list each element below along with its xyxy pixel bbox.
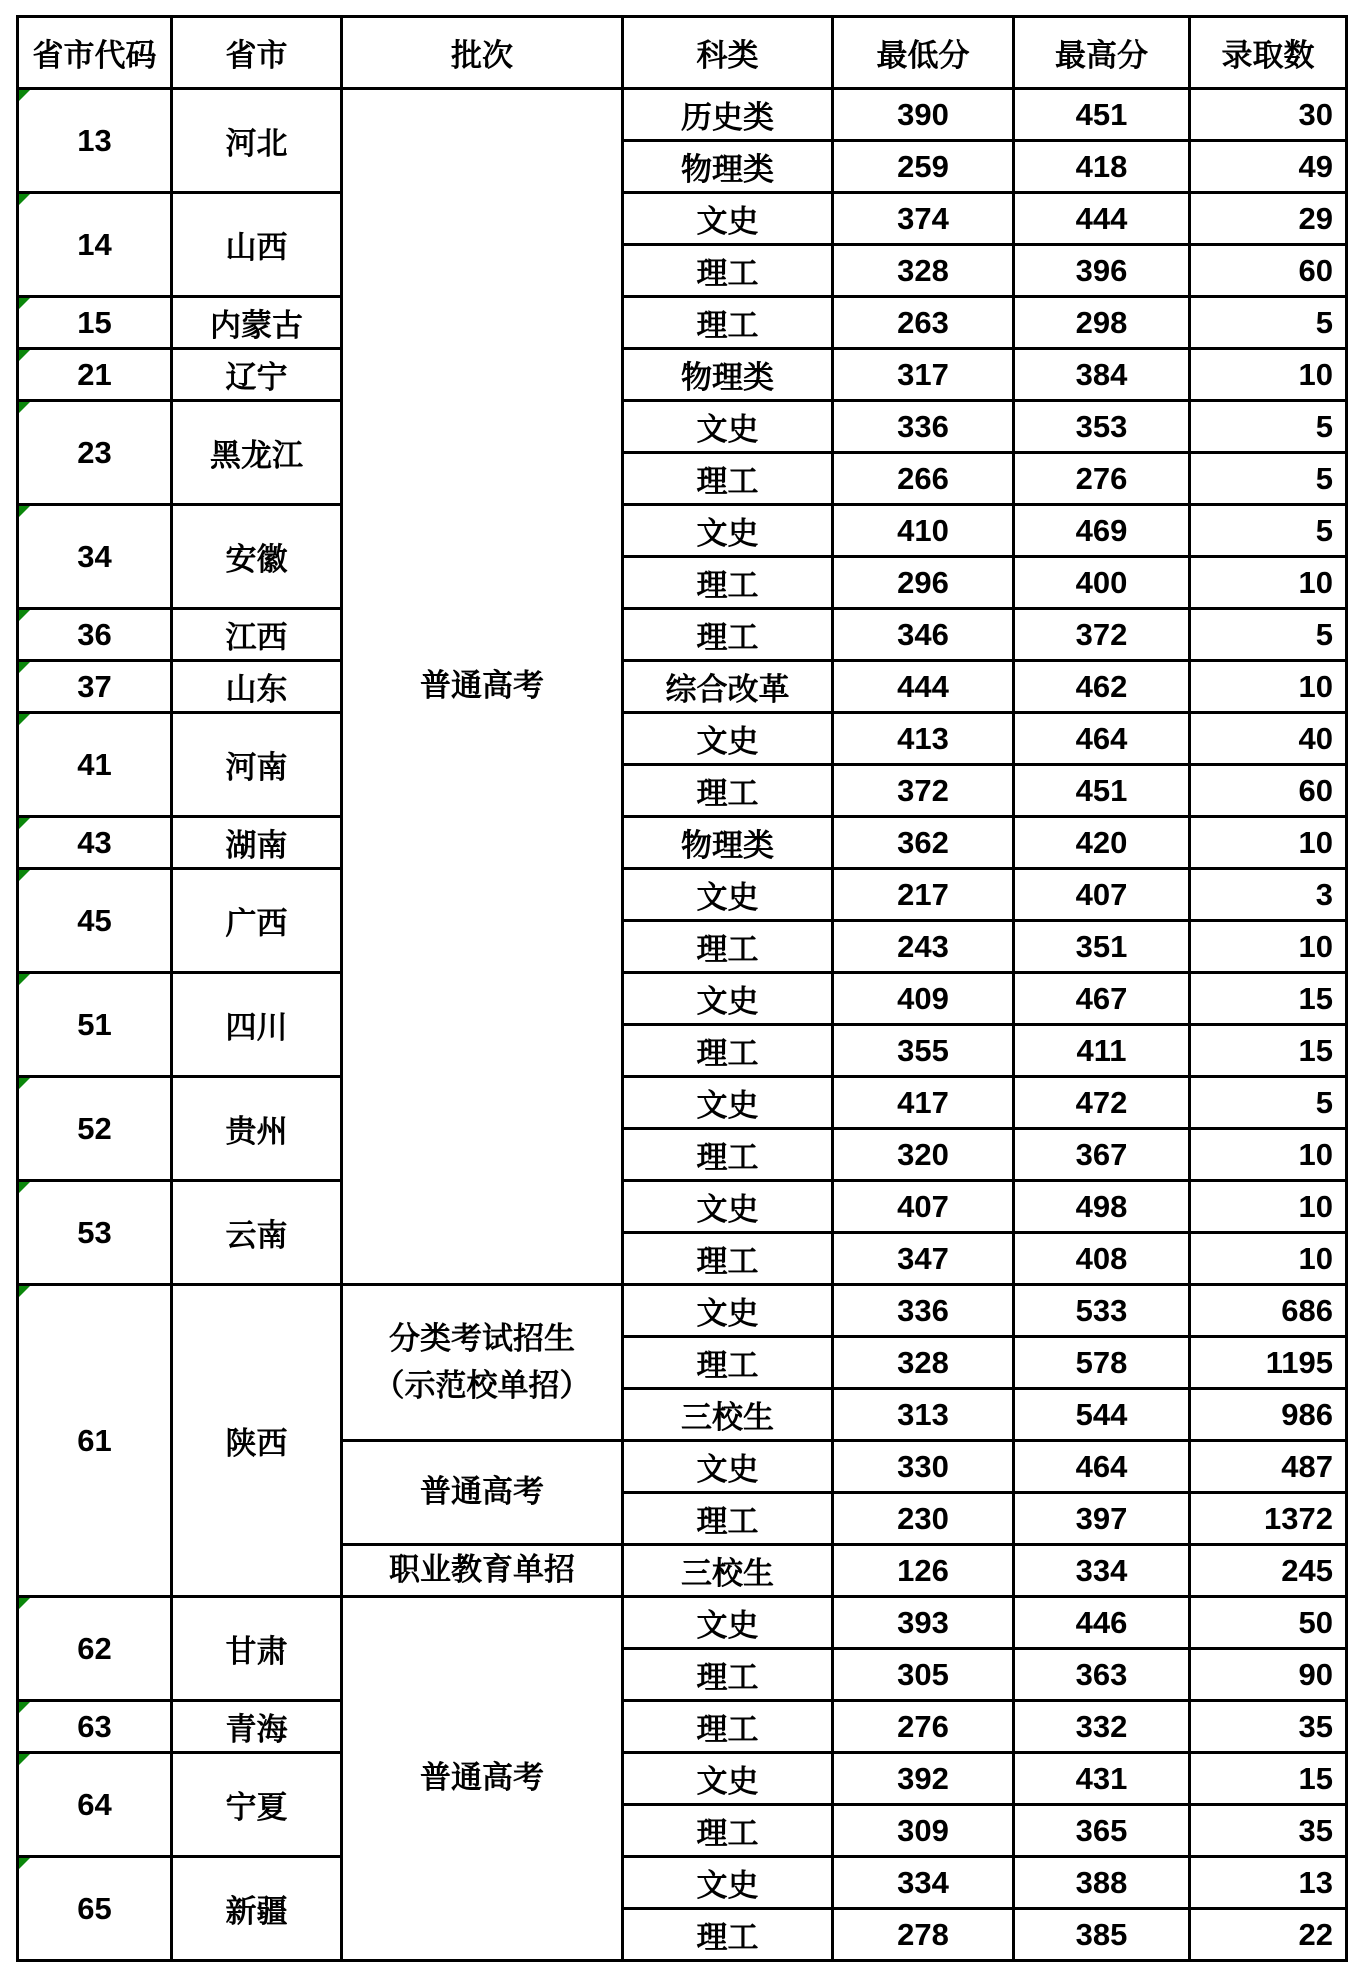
category-cell: 文史: [623, 1753, 833, 1805]
province-code-cell: [18, 661, 172, 713]
table-row: [18, 1857, 1347, 1909]
admit-count-cell: 487: [1190, 1441, 1347, 1493]
category-cell: 文史: [623, 713, 833, 765]
green-corner-marker: [19, 1754, 30, 1765]
province-name-cell: 河北: [172, 89, 342, 193]
batch-label-line: 普通高考: [420, 668, 544, 704]
province-code-cell: [18, 89, 172, 193]
category-cell: 理工: [623, 557, 833, 609]
category-cell: 文史: [623, 1077, 833, 1129]
max-score-cell: 384: [1014, 349, 1190, 401]
category-cell: 文史: [623, 401, 833, 453]
province-name-cell: 江西: [172, 609, 342, 661]
admit-count-cell: 986: [1190, 1389, 1347, 1441]
category-cell: 理工: [623, 921, 833, 973]
max-score-cell: 451: [1014, 89, 1190, 141]
admit-count-cell: 10: [1190, 1129, 1347, 1181]
max-score-cell: 451: [1014, 765, 1190, 817]
category-cell: 综合改革: [623, 661, 833, 713]
category-cell: 理工: [623, 1493, 833, 1545]
admit-count-cell: 5: [1190, 401, 1347, 453]
province-name-cell: 广西: [172, 869, 342, 973]
province-code: 63: [77, 1708, 112, 1744]
min-score-cell: 217: [833, 869, 1014, 921]
min-score-cell: 328: [833, 245, 1014, 297]
table-row: [18, 1753, 1347, 1805]
max-score-cell: 367: [1014, 1129, 1190, 1181]
province-code-cell: [18, 1753, 172, 1857]
max-score-cell: 469: [1014, 505, 1190, 557]
max-score-cell: 363: [1014, 1649, 1190, 1701]
admit-count-cell: 90: [1190, 1649, 1347, 1701]
min-score-cell: 309: [833, 1805, 1014, 1857]
column-header-category: 科类: [623, 17, 833, 89]
admit-count-cell: 35: [1190, 1701, 1347, 1753]
province-code-cell: [18, 505, 172, 609]
max-score-cell: 446: [1014, 1597, 1190, 1649]
min-score-cell: 410: [833, 505, 1014, 557]
green-corner-marker: [19, 1702, 30, 1713]
category-cell: 理工: [623, 1337, 833, 1389]
green-corner-marker: [19, 90, 30, 101]
batch-cell: [342, 1545, 623, 1597]
province-name-cell: 湖南: [172, 817, 342, 869]
min-score-cell: 317: [833, 349, 1014, 401]
green-corner-marker: [19, 1182, 30, 1193]
max-score-cell: 407: [1014, 869, 1190, 921]
admit-count-cell: 686: [1190, 1285, 1347, 1337]
green-corner-marker: [19, 298, 30, 309]
table-row: [18, 1701, 1347, 1753]
table-row: [18, 973, 1347, 1025]
province-name-cell: 青海: [172, 1701, 342, 1753]
min-score-cell: 305: [833, 1649, 1014, 1701]
category-cell: 文史: [623, 1441, 833, 1493]
province-code: 53: [77, 1214, 112, 1250]
column-header-province-code: 省市代码: [18, 17, 172, 89]
province-code: 21: [77, 356, 112, 392]
max-score-cell: 533: [1014, 1285, 1190, 1337]
table-row: [18, 713, 1347, 765]
batch-label-line: 普通高考: [420, 1474, 544, 1510]
category-cell: 文史: [623, 1181, 833, 1233]
province-code: 36: [77, 616, 112, 652]
min-score-cell: 336: [833, 1285, 1014, 1337]
max-score-cell: 411: [1014, 1025, 1190, 1077]
category-cell: 理工: [623, 1233, 833, 1285]
min-score-cell: 362: [833, 817, 1014, 869]
max-score-cell: 397: [1014, 1493, 1190, 1545]
min-score-cell: 413: [833, 713, 1014, 765]
admit-count-cell: 5: [1190, 1077, 1347, 1129]
min-score-cell: 313: [833, 1389, 1014, 1441]
min-score-cell: 328: [833, 1337, 1014, 1389]
batch-cell: [342, 1441, 623, 1545]
min-score-cell: 372: [833, 765, 1014, 817]
min-score-cell: 230: [833, 1493, 1014, 1545]
max-score-cell: 388: [1014, 1857, 1190, 1909]
province-code-cell: [18, 1701, 172, 1753]
max-score-cell: 498: [1014, 1181, 1190, 1233]
table-row: [18, 349, 1347, 401]
province-name-cell: 四川: [172, 973, 342, 1077]
admit-count-cell: 5: [1190, 609, 1347, 661]
category-cell: 三校生: [623, 1389, 833, 1441]
admit-count-cell: 3: [1190, 869, 1347, 921]
province-code: 65: [77, 1890, 112, 1926]
min-score-cell: 346: [833, 609, 1014, 661]
max-score-cell: 444: [1014, 193, 1190, 245]
province-code: 15: [77, 304, 112, 340]
province-code-cell: [18, 713, 172, 817]
province-code: 61: [77, 1422, 112, 1458]
min-score-cell: 263: [833, 297, 1014, 349]
admit-count-cell: 10: [1190, 661, 1347, 713]
admit-count-cell: 5: [1190, 453, 1347, 505]
min-score-cell: 355: [833, 1025, 1014, 1077]
min-score-cell: 320: [833, 1129, 1014, 1181]
admit-count-cell: 30: [1190, 89, 1347, 141]
max-score-cell: 418: [1014, 141, 1190, 193]
max-score-cell: 400: [1014, 557, 1190, 609]
province-name-cell: 内蒙古: [172, 297, 342, 349]
column-header-admit-count: 录取数: [1190, 17, 1347, 89]
province-code: 23: [77, 434, 112, 470]
province-code: 41: [77, 746, 112, 782]
min-score-cell: 409: [833, 973, 1014, 1025]
category-cell: 文史: [623, 505, 833, 557]
province-code: 62: [77, 1630, 112, 1666]
province-name-cell: 云南: [172, 1181, 342, 1285]
admit-count-cell: 10: [1190, 557, 1347, 609]
province-name-cell: 黑龙江: [172, 401, 342, 505]
min-score-cell: 417: [833, 1077, 1014, 1129]
batch-label-line: （示范校单招）: [373, 1367, 591, 1403]
column-header-min-score: 最低分: [833, 17, 1014, 89]
table-row: [18, 1181, 1347, 1233]
category-cell: 三校生: [623, 1545, 833, 1597]
category-cell: 文史: [623, 869, 833, 921]
province-code-cell: [18, 401, 172, 505]
category-cell: 物理类: [623, 141, 833, 193]
province-code-cell: [18, 869, 172, 973]
min-score-cell: 243: [833, 921, 1014, 973]
category-cell: 理工: [623, 609, 833, 661]
min-score-cell: 296: [833, 557, 1014, 609]
province-code-cell: [18, 1857, 172, 1961]
column-header-batch: 批次: [342, 17, 623, 89]
green-corner-marker: [19, 350, 30, 361]
province-name-cell: 山东: [172, 661, 342, 713]
green-corner-marker: [19, 1598, 30, 1609]
max-score-cell: 385: [1014, 1909, 1190, 1961]
green-corner-marker: [19, 818, 30, 829]
table-row: [18, 1285, 1347, 1337]
admit-count-cell: 1372: [1190, 1493, 1347, 1545]
province-code-cell: [18, 297, 172, 349]
admit-count-cell: 60: [1190, 765, 1347, 817]
green-corner-marker: [19, 194, 30, 205]
province-code-cell: [18, 193, 172, 297]
min-score-cell: 336: [833, 401, 1014, 453]
category-cell: 理工: [623, 1025, 833, 1077]
province-name-cell: 河南: [172, 713, 342, 817]
province-name-cell: 安徽: [172, 505, 342, 609]
max-score-cell: 408: [1014, 1233, 1190, 1285]
category-cell: 理工: [623, 297, 833, 349]
province-code-cell: [18, 1597, 172, 1701]
max-score-cell: 351: [1014, 921, 1190, 973]
admit-count-cell: 15: [1190, 1753, 1347, 1805]
table-row: [18, 609, 1347, 661]
admission-score-table: [16, 15, 1348, 1962]
green-corner-marker: [19, 870, 30, 881]
min-score-cell: 278: [833, 1909, 1014, 1961]
admit-count-cell: 5: [1190, 505, 1347, 557]
category-cell: 文史: [623, 193, 833, 245]
min-score-cell: 334: [833, 1857, 1014, 1909]
green-corner-marker: [19, 1078, 30, 1089]
category-cell: 理工: [623, 765, 833, 817]
province-code: 64: [77, 1786, 112, 1822]
max-score-cell: 462: [1014, 661, 1190, 713]
province-code-cell: [18, 817, 172, 869]
max-score-cell: 464: [1014, 713, 1190, 765]
min-score-cell: 393: [833, 1597, 1014, 1649]
max-score-cell: 298: [1014, 297, 1190, 349]
green-corner-marker: [19, 1858, 30, 1869]
min-score-cell: 276: [833, 1701, 1014, 1753]
province-name-cell: 甘肃: [172, 1597, 342, 1701]
max-score-cell: 544: [1014, 1389, 1190, 1441]
category-cell: 物理类: [623, 817, 833, 869]
max-score-cell: 353: [1014, 401, 1190, 453]
column-header-max-score: 最高分: [1014, 17, 1190, 89]
min-score-cell: 392: [833, 1753, 1014, 1805]
max-score-cell: 464: [1014, 1441, 1190, 1493]
max-score-cell: 472: [1014, 1077, 1190, 1129]
province-name-cell: 新疆: [172, 1857, 342, 1961]
table-body: [18, 89, 1347, 1961]
column-header-province: 省市: [172, 17, 342, 89]
category-cell: 文史: [623, 1597, 833, 1649]
min-score-cell: 407: [833, 1181, 1014, 1233]
max-score-cell: 420: [1014, 817, 1190, 869]
province-code: 52: [77, 1110, 112, 1146]
min-score-cell: 374: [833, 193, 1014, 245]
batch-label-line: 普通高考: [420, 1760, 544, 1796]
min-score-cell: 330: [833, 1441, 1014, 1493]
admit-count-cell: 15: [1190, 973, 1347, 1025]
province-name-cell: 辽宁: [172, 349, 342, 401]
green-corner-marker: [19, 402, 30, 413]
table-row: [18, 505, 1347, 557]
province-code: 34: [77, 538, 112, 574]
category-cell: 文史: [623, 1285, 833, 1337]
min-score-cell: 347: [833, 1233, 1014, 1285]
admit-count-cell: 10: [1190, 817, 1347, 869]
province-code: 43: [77, 824, 112, 860]
table-row: [18, 817, 1347, 869]
category-cell: 文史: [623, 1857, 833, 1909]
province-code-cell: [18, 1181, 172, 1285]
province-code-cell: [18, 349, 172, 401]
province-name-cell: 宁夏: [172, 1753, 342, 1857]
province-code-cell: [18, 973, 172, 1077]
max-score-cell: 467: [1014, 973, 1190, 1025]
green-corner-marker: [19, 1286, 30, 1297]
admit-count-cell: 60: [1190, 245, 1347, 297]
batch-label-line: 职业教育单招: [389, 1552, 575, 1588]
table-row: [18, 89, 1347, 141]
province-code: 51: [77, 1006, 112, 1042]
category-cell: 历史类: [623, 89, 833, 141]
green-corner-marker: [19, 610, 30, 621]
max-score-cell: 578: [1014, 1337, 1190, 1389]
province-name-cell: 陕西: [172, 1285, 342, 1597]
admit-count-cell: 10: [1190, 1181, 1347, 1233]
max-score-cell: 334: [1014, 1545, 1190, 1597]
province-name-cell: 山西: [172, 193, 342, 297]
max-score-cell: 396: [1014, 245, 1190, 297]
province-code-cell: [18, 1077, 172, 1181]
table-row: [18, 1597, 1347, 1649]
province-code: 14: [77, 226, 112, 262]
table-row: [18, 297, 1347, 349]
admit-count-cell: 49: [1190, 141, 1347, 193]
admit-count-cell: 35: [1190, 1805, 1347, 1857]
category-cell: 理工: [623, 1701, 833, 1753]
province-code: 45: [77, 902, 112, 938]
table-row: [18, 869, 1347, 921]
batch-cell: [342, 1597, 623, 1961]
admit-count-cell: 245: [1190, 1545, 1347, 1597]
category-cell: 理工: [623, 1649, 833, 1701]
admit-count-cell: 13: [1190, 1857, 1347, 1909]
max-score-cell: 431: [1014, 1753, 1190, 1805]
admit-count-cell: 22: [1190, 1909, 1347, 1961]
province-code-cell: [18, 609, 172, 661]
min-score-cell: 266: [833, 453, 1014, 505]
green-corner-marker: [19, 714, 30, 725]
green-corner-marker: [19, 506, 30, 517]
province-code: 13: [77, 122, 112, 158]
min-score-cell: 259: [833, 141, 1014, 193]
table-row: [18, 661, 1347, 713]
table-row: [18, 1077, 1347, 1129]
admit-count-cell: 10: [1190, 349, 1347, 401]
category-cell: 文史: [623, 973, 833, 1025]
max-score-cell: 365: [1014, 1805, 1190, 1857]
admit-count-cell: 5: [1190, 297, 1347, 349]
category-cell: 理工: [623, 453, 833, 505]
admit-count-cell: 40: [1190, 713, 1347, 765]
max-score-cell: 332: [1014, 1701, 1190, 1753]
table-row: [18, 401, 1347, 453]
admit-count-cell: 10: [1190, 1233, 1347, 1285]
green-corner-marker: [19, 662, 30, 673]
min-score-cell: 126: [833, 1545, 1014, 1597]
province-name-cell: 贵州: [172, 1077, 342, 1181]
category-cell: 理工: [623, 1909, 833, 1961]
batch-label-line: 分类考试招生: [389, 1321, 575, 1356]
province-code-cell: [18, 1285, 172, 1597]
category-cell: 物理类: [623, 349, 833, 401]
province-code: 37: [77, 668, 112, 704]
batch-cell: [342, 1285, 623, 1441]
header-row: [18, 17, 1347, 89]
admit-count-cell: 50: [1190, 1597, 1347, 1649]
green-corner-marker: [19, 974, 30, 985]
min-score-cell: 390: [833, 89, 1014, 141]
admit-count-cell: 1195: [1190, 1337, 1347, 1389]
admit-count-cell: 15: [1190, 1025, 1347, 1077]
admit-count-cell: 29: [1190, 193, 1347, 245]
max-score-cell: 276: [1014, 453, 1190, 505]
admit-count-cell: 10: [1190, 921, 1347, 973]
batch-cell: [342, 89, 623, 1285]
min-score-cell: 444: [833, 661, 1014, 713]
category-cell: 理工: [623, 1129, 833, 1181]
category-cell: 理工: [623, 1805, 833, 1857]
category-cell: 理工: [623, 245, 833, 297]
max-score-cell: 372: [1014, 609, 1190, 661]
table-row: [18, 193, 1347, 245]
